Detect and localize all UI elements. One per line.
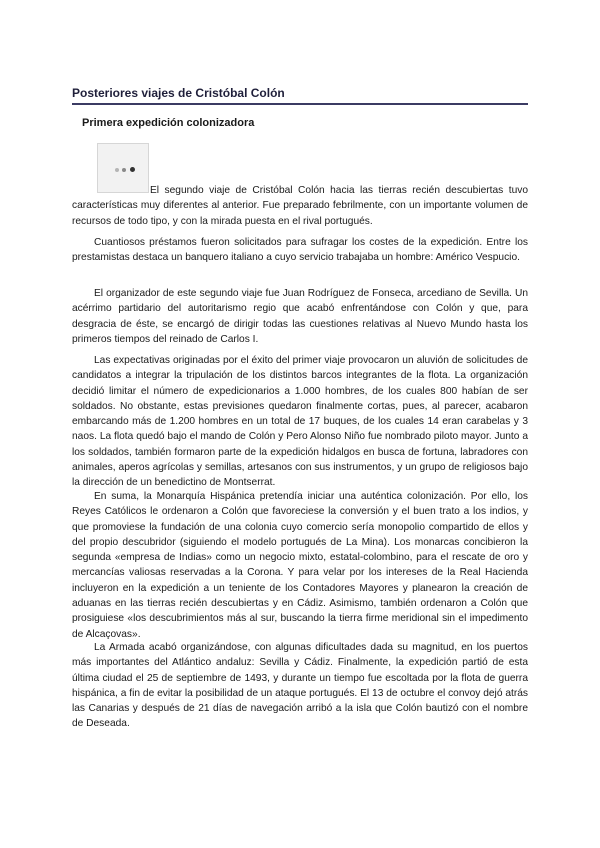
section-subtitle: Primera expedición colonizadora	[82, 117, 255, 129]
paragraph: Cuantiosos préstamos fueron solicitados para sufragar los costes de la expedición. Entre los prestamistas destaca un banquero italiano a cuyo servicio trabajaba un hombre: Américo Vespucio.	[72, 237, 528, 264]
loading-dot-icon	[115, 168, 119, 172]
paragraph: El segundo viaje de Cristóbal Colón hacia las tierras recién descubiertas tuvo características muy diferentes al anterior. Fue preparado febrilmente, con un importante volumen de recursos de todo tipo, y con la mirada puesta en el rival portugués.	[72, 185, 528, 227]
page-title: Posteriores viajes de Cristóbal Colón	[72, 86, 528, 105]
loading-dot-icon	[130, 167, 135, 172]
paragraph: Las expectativas originadas por el éxito del primer viaje provocaron un aluvión de solicitudes de candidatos a integrar la tripulación de los distintos barcos integrantes de la flota. La organización decidió limitar el número de expedicionarios a 1.000 hombres, de los cuales 800 habían de ser soldados. No obstante, estas previsiones quedaron finalmente cortas, pues, al parecer, acabaron embarcando más de 1.200 hombres en un total de 17 buques, de los cuales 14 eran carabelas y 3 naos. La flota quedó bajo el mando de Colón y Pero Alonso Niño fue nombrado piloto mayor. Junto a los soldados, también formaron parte de la expedición hidalgos en busca de fortuna, labradores con animales, aperos agrícolas y semillas, artesanos con sus instrumentos, y un grupo de religiosos bajo la dirección de un benedictino de Montserrat.	[72, 355, 528, 489]
paragraph: En suma, la Monarquía Hispánica pretendía iniciar una auténtica colonización. Por ello, los Reyes Católicos le ordenaron a Colón que favoreciese la conversión y el buen trato a los indios, y que promoviese la fundación de una colonia cuyo comercio sería monopolio compartido de ellos y del propio descubridor (siguiendo el modelo portugués de La Mina). Los monarcas concibieron la segunda «empresa de Indias» como un negocio mixto, estatal-colombino, para el rescate de oro y mercancías valiosas reservadas a la Corona. Y para velar por los intereses de la Real Hacienda incluyeron en la expedición a un teniente de los Contadores Mayores y planearon la creación de aduanas en las tierras recién descubiertas y en Cádiz. Asimismo, también ordenaron a Colón que prosiguiese «los descubrimientos más al sur, buscando la tierra firme meridional sin el impedimento de Alcaçovas».	[72, 491, 528, 640]
paragraph: El organizador de este segundo viaje fue Juan Rodríguez de Fonseca, arcediano de Sevilla. Un acérrimo partidario del autoritarismo regio que acabó enfrentándose con Colón y que, para desgracia de éste, se encargó de dirigir todas las cuestiones relativas al Nuevo Mundo hasta los primeros tiempos del reinado de Carlos I.	[72, 288, 528, 345]
loading-dot-icon	[122, 168, 126, 172]
paragraph: La Armada acabó organizándose, con algunas dificultades dada su magnitud, en los puertos más importantes del Atlántico andaluz: Sevilla y Cádiz. Finalmente, la expedición partió de esta última ciudad el 25 de septiembre de 1493, y durante un tiempo fue escoltada por la flota de guerra hispánica, a fin de evitar la posibilidad de un ataque portugués. El 13 de octubre el convoy dejó atrás las Canarias y después de 21 días de navegación arribó a la isla que Colón bautizó con el nombre de Deseada.	[72, 642, 528, 730]
